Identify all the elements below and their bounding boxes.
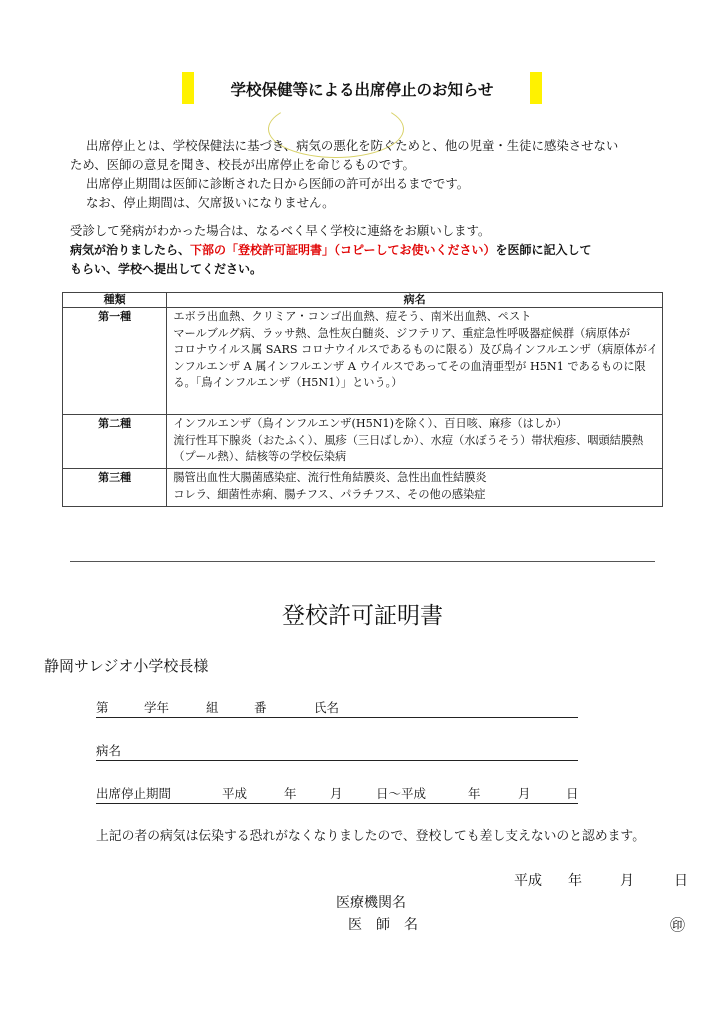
date-year: 年: [568, 873, 582, 889]
disease-line: エボラ出血熱、クリミア・コンゴ出血熱、痘そう、南米出血熱、ペスト: [173, 310, 532, 323]
disease-line: マールブルグ病、ラッサ熱、急性灰白髄炎、ジフテリア、重症急性呼吸器症候群（病原体が: [173, 326, 631, 340]
row-names: [167, 415, 663, 469]
notice-line: 受診して発病がわかった場合は、なるべく早く学校に連絡をお願いします。: [70, 223, 491, 238]
disease-table: [62, 292, 663, 507]
institution-label: 医療機関名: [336, 895, 406, 911]
notice-title: 学校保健等による出席停止のお知らせ: [230, 81, 494, 99]
row-names: [167, 469, 663, 507]
seal-icon: ㊞: [670, 916, 686, 934]
table-header-row: [63, 293, 663, 308]
disease-line: （プール熱）、結核等の学校伝染病: [173, 450, 347, 463]
year-label: 年: [284, 786, 297, 801]
illness-label: 病名: [96, 743, 122, 758]
notice-bold-text: 病気が治りましたら、: [70, 243, 191, 257]
notice-line: ため、医師の意見を聞き、校長が出席停止を命じるものです。: [70, 157, 415, 172]
row-kind: 第一種: [63, 308, 167, 415]
notice-title-banner: [182, 72, 542, 104]
illness-field-row[interactable]: [96, 740, 578, 761]
disease-line: コレラ、細菌性赤痢、腸チフス、パラチフス、その他の感染症: [173, 487, 486, 501]
grade-label: 学年: [144, 700, 170, 715]
disease-line: ンフルエンザ A 属インフルエンザ A ウイルスであってその血清亜型が H5N1 であるものに限: [173, 359, 646, 373]
date-day: 日: [674, 873, 688, 889]
header-names: 病名: [167, 293, 663, 308]
year-label: 年: [468, 786, 481, 801]
row-kind: 第二種: [63, 415, 167, 469]
notice-bold-text: もらい、学校へ提出してください。: [70, 262, 263, 276]
day-label: 日: [566, 786, 579, 801]
disease-line: 流行性耳下腺炎（おたふく）、風疹（三日ばしか）、水痘（水ぼうそう）帯状疱疹、咽頭結膜熱: [173, 433, 644, 447]
date-month: 月: [620, 873, 634, 889]
certificate-statement: 上記の者の病気は伝染する恐れがなくなりましたので、登校しても差し支えないのと認めます。: [96, 829, 645, 844]
disease-line: インフルエンザ（鳥インフルエンザ(H5N1)を除く）、百日咳、麻疹（はしか）: [173, 417, 568, 430]
notice-line: なお、停止期間は、欠席扱いになりません。: [86, 195, 335, 210]
disease-line: 腸管出血性大腸菌感染症、流行性角結膜炎、急性出血性結膜炎: [173, 471, 487, 484]
notice-paragraph-1: [70, 136, 670, 212]
number-label: 番: [254, 700, 267, 715]
notice-bold-text: を医師に記入して: [495, 243, 592, 257]
notice-line: 出席停止期間は医師に診断された日から医師の許可が出るまでです。: [86, 176, 470, 191]
addressee: 静岡サレジオ小学校長様: [44, 657, 209, 675]
class-label: 組: [206, 700, 219, 715]
day-era-label: 日～平成: [376, 786, 427, 801]
certificate-title: 登校許可証明書: [282, 603, 443, 629]
name-label: 氏名: [314, 700, 340, 715]
row-kind: 第三種: [63, 469, 167, 507]
notice-red-text: 下部の「登校許可証明書」（コピーしてお使いください）: [190, 243, 496, 257]
disease-line: コロナウイルス属 SARS コロナウイルスであるものに限る）及び鳥インフルエンザ（病原体がイ: [173, 343, 658, 356]
table-row: [63, 308, 663, 415]
era-label: 平成: [222, 786, 248, 801]
header-kind: 種類: [63, 293, 167, 308]
notice-paragraph-2: [70, 221, 670, 279]
doctor-label: 医 師 名: [348, 917, 418, 933]
table-row: [63, 415, 663, 469]
student-field-row[interactable]: [96, 697, 578, 718]
suspension-period-row[interactable]: [96, 783, 578, 804]
period-label: 出席停止期間: [96, 786, 172, 801]
dai-label: 第: [96, 700, 109, 715]
section-divider: [70, 561, 655, 562]
table-row: [63, 469, 663, 507]
month-label: 月: [518, 786, 531, 801]
month-label: 月: [330, 786, 343, 801]
notice-line: 出席停止とは、学校保健法に基づき、病気の悪化を防ぐためと、他の児童・生徒に感染させない: [86, 138, 619, 153]
row-names: [167, 308, 663, 415]
disease-line: る。「鳥インフルエンザ（H5N1）」という。）: [173, 376, 403, 389]
date-era: 平成: [514, 873, 542, 889]
